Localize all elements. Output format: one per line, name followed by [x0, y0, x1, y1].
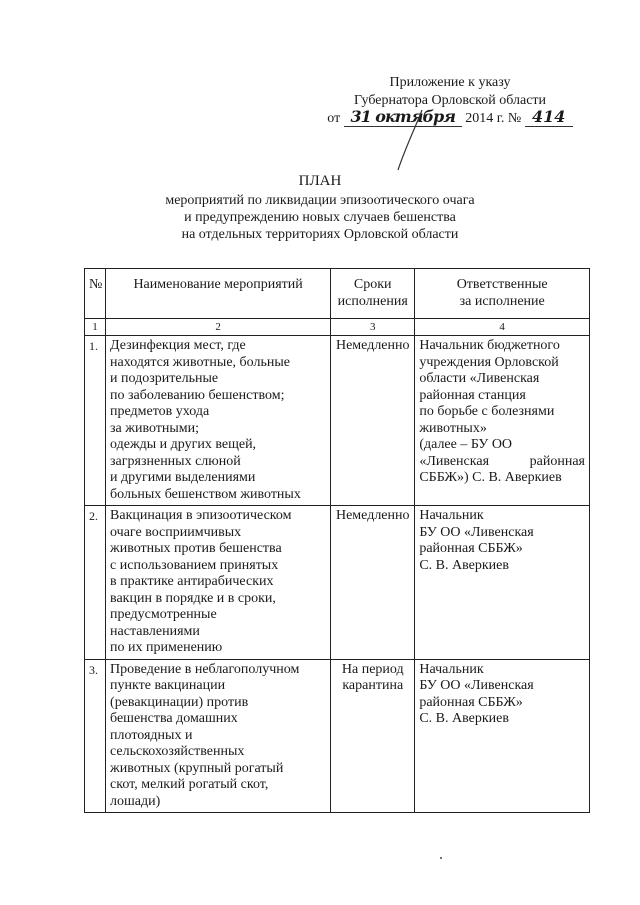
- table-row: [85, 659, 590, 813]
- measure-responsible: [415, 336, 590, 506]
- column-number-row: [85, 319, 590, 336]
- text-line: с использованием принятых: [110, 557, 279, 573]
- handwritten-date: 31 октября: [350, 107, 455, 126]
- table-row: [85, 336, 590, 506]
- column-number: 3: [331, 319, 415, 336]
- plan-table: [84, 268, 590, 813]
- appendix-line-2: Губернатора Орловской области: [353, 93, 547, 108]
- text-line: Вакцинация в эпизоотическом: [110, 508, 292, 523]
- text-line: районная СББЖ»: [419, 694, 523, 710]
- text-line: животных (крупный рогатый: [110, 760, 284, 776]
- text-line: предметов ухода: [110, 404, 210, 419]
- measure-term: [331, 659, 415, 813]
- text-line: (далее – БУ ОО: [419, 437, 513, 452]
- text-line: Начальник: [419, 661, 484, 677]
- appendix-line-1: Приложение к указу: [389, 75, 511, 90]
- measure-name: [106, 659, 331, 813]
- text-line: и другими выделениями: [110, 470, 256, 485]
- text-line: по заболеванию бешенством;: [110, 387, 285, 403]
- text-line: лошади): [110, 793, 161, 809]
- text-line: (ревакцинации) против: [110, 694, 249, 710]
- text-line: пункте вакцинации: [110, 678, 226, 693]
- column-number: 4: [415, 319, 590, 336]
- text-line: находятся животные, больные: [110, 354, 290, 370]
- text-line: наставлениями: [110, 623, 200, 639]
- table-row: [85, 506, 590, 660]
- header-resp-line: за исполнение: [459, 293, 545, 309]
- table-header-row: [85, 269, 590, 319]
- text-line: вакцин в порядке и в сроки,: [110, 590, 276, 606]
- from-label: от: [327, 111, 341, 126]
- text-line: «Ливенская районная: [419, 453, 585, 469]
- measure-name: [106, 336, 331, 506]
- row-number: 1.: [85, 336, 106, 506]
- text-line: по борьбе с болезнями: [419, 404, 555, 419]
- appendix-header: [300, 74, 600, 128]
- measure-term: [331, 336, 415, 506]
- text-line: Немедленно: [335, 508, 410, 523]
- text-line: Начальник: [419, 508, 484, 523]
- measure-responsible: [415, 506, 590, 660]
- text-line: животных»: [419, 420, 487, 436]
- row-number: 3.: [85, 659, 106, 813]
- plan-subtitle: [120, 192, 520, 243]
- text-line: одежды и других вещей,: [110, 437, 257, 452]
- text-line: в практике антирабических: [110, 574, 274, 589]
- text-line: районная СББЖ»: [419, 541, 523, 556]
- header-no: №: [85, 269, 106, 319]
- text-line: С. В. Аверкиев: [419, 557, 509, 573]
- text-line: больных бешенством животных: [110, 486, 301, 502]
- text-line: Немедленно: [335, 338, 410, 353]
- subtitle-line-3: на отдельных территориях Орловской области: [181, 227, 459, 242]
- text-line: по их применению: [110, 640, 223, 655]
- text-line: области «Ливенская: [419, 371, 540, 386]
- text-line: плотоядных и: [110, 727, 193, 743]
- text-line: и подозрительные: [110, 371, 219, 386]
- header-name: Наименование мероприятий: [106, 269, 331, 319]
- subtitle-line-1: мероприятий по ликвидации эпизоотического очага: [165, 193, 475, 208]
- row-number: 2.: [85, 506, 106, 660]
- text-line: животных против бешенства: [110, 541, 282, 556]
- plan-title: ПЛАН: [298, 173, 342, 189]
- text-line: учреждения Орловской: [419, 354, 559, 370]
- text-line: карантина: [342, 678, 404, 693]
- text-line: СББЖ») С. В. Аверкиев: [419, 470, 562, 485]
- measure-responsible: [415, 659, 590, 813]
- measure-name: [106, 506, 331, 660]
- text-line: районная станция: [419, 387, 526, 403]
- text-line: БУ ОО «Ливенская: [419, 524, 534, 540]
- handwriting-stroke-icon: [392, 106, 432, 176]
- text-line: С. В. Аверкиев: [419, 711, 509, 726]
- text-line: На период: [341, 661, 404, 677]
- number-field: [525, 107, 573, 127]
- handwritten-number: 414: [532, 107, 566, 126]
- header-resp-line: Ответственные: [456, 277, 548, 292]
- text-line: Проведение в неблагополучном: [110, 661, 300, 677]
- year-number-label: 2014 г. №: [465, 111, 522, 126]
- column-number: 2: [106, 319, 331, 336]
- text-line: за животными;: [110, 420, 200, 436]
- subtitle-line-2: и предупреждению новых случаев бешенства: [184, 210, 456, 225]
- header-term: [331, 269, 415, 319]
- scan-speck: [440, 857, 442, 859]
- text-line: загрязненных слюной: [110, 453, 241, 469]
- text-line: сельскохозяйственных: [110, 744, 245, 759]
- header-responsible: [415, 269, 590, 319]
- text-line: бешенства домашних: [110, 711, 238, 726]
- text-line: очаге восприимчивых: [110, 524, 242, 540]
- header-term-line: Сроки: [353, 277, 392, 292]
- measure-term: [331, 506, 415, 660]
- text-line: БУ ОО «Ливенская: [419, 678, 534, 693]
- text-line: Дезинфекция мест, где: [110, 338, 246, 353]
- text-line: скот, мелкий рогатый скот,: [110, 777, 269, 792]
- header-term-line: исполнения: [337, 293, 408, 309]
- text-line: Начальник бюджетного: [419, 338, 560, 353]
- column-number: 1: [85, 319, 106, 336]
- appendix-line-3: [300, 107, 600, 128]
- text-line: предусмотренные: [110, 607, 217, 622]
